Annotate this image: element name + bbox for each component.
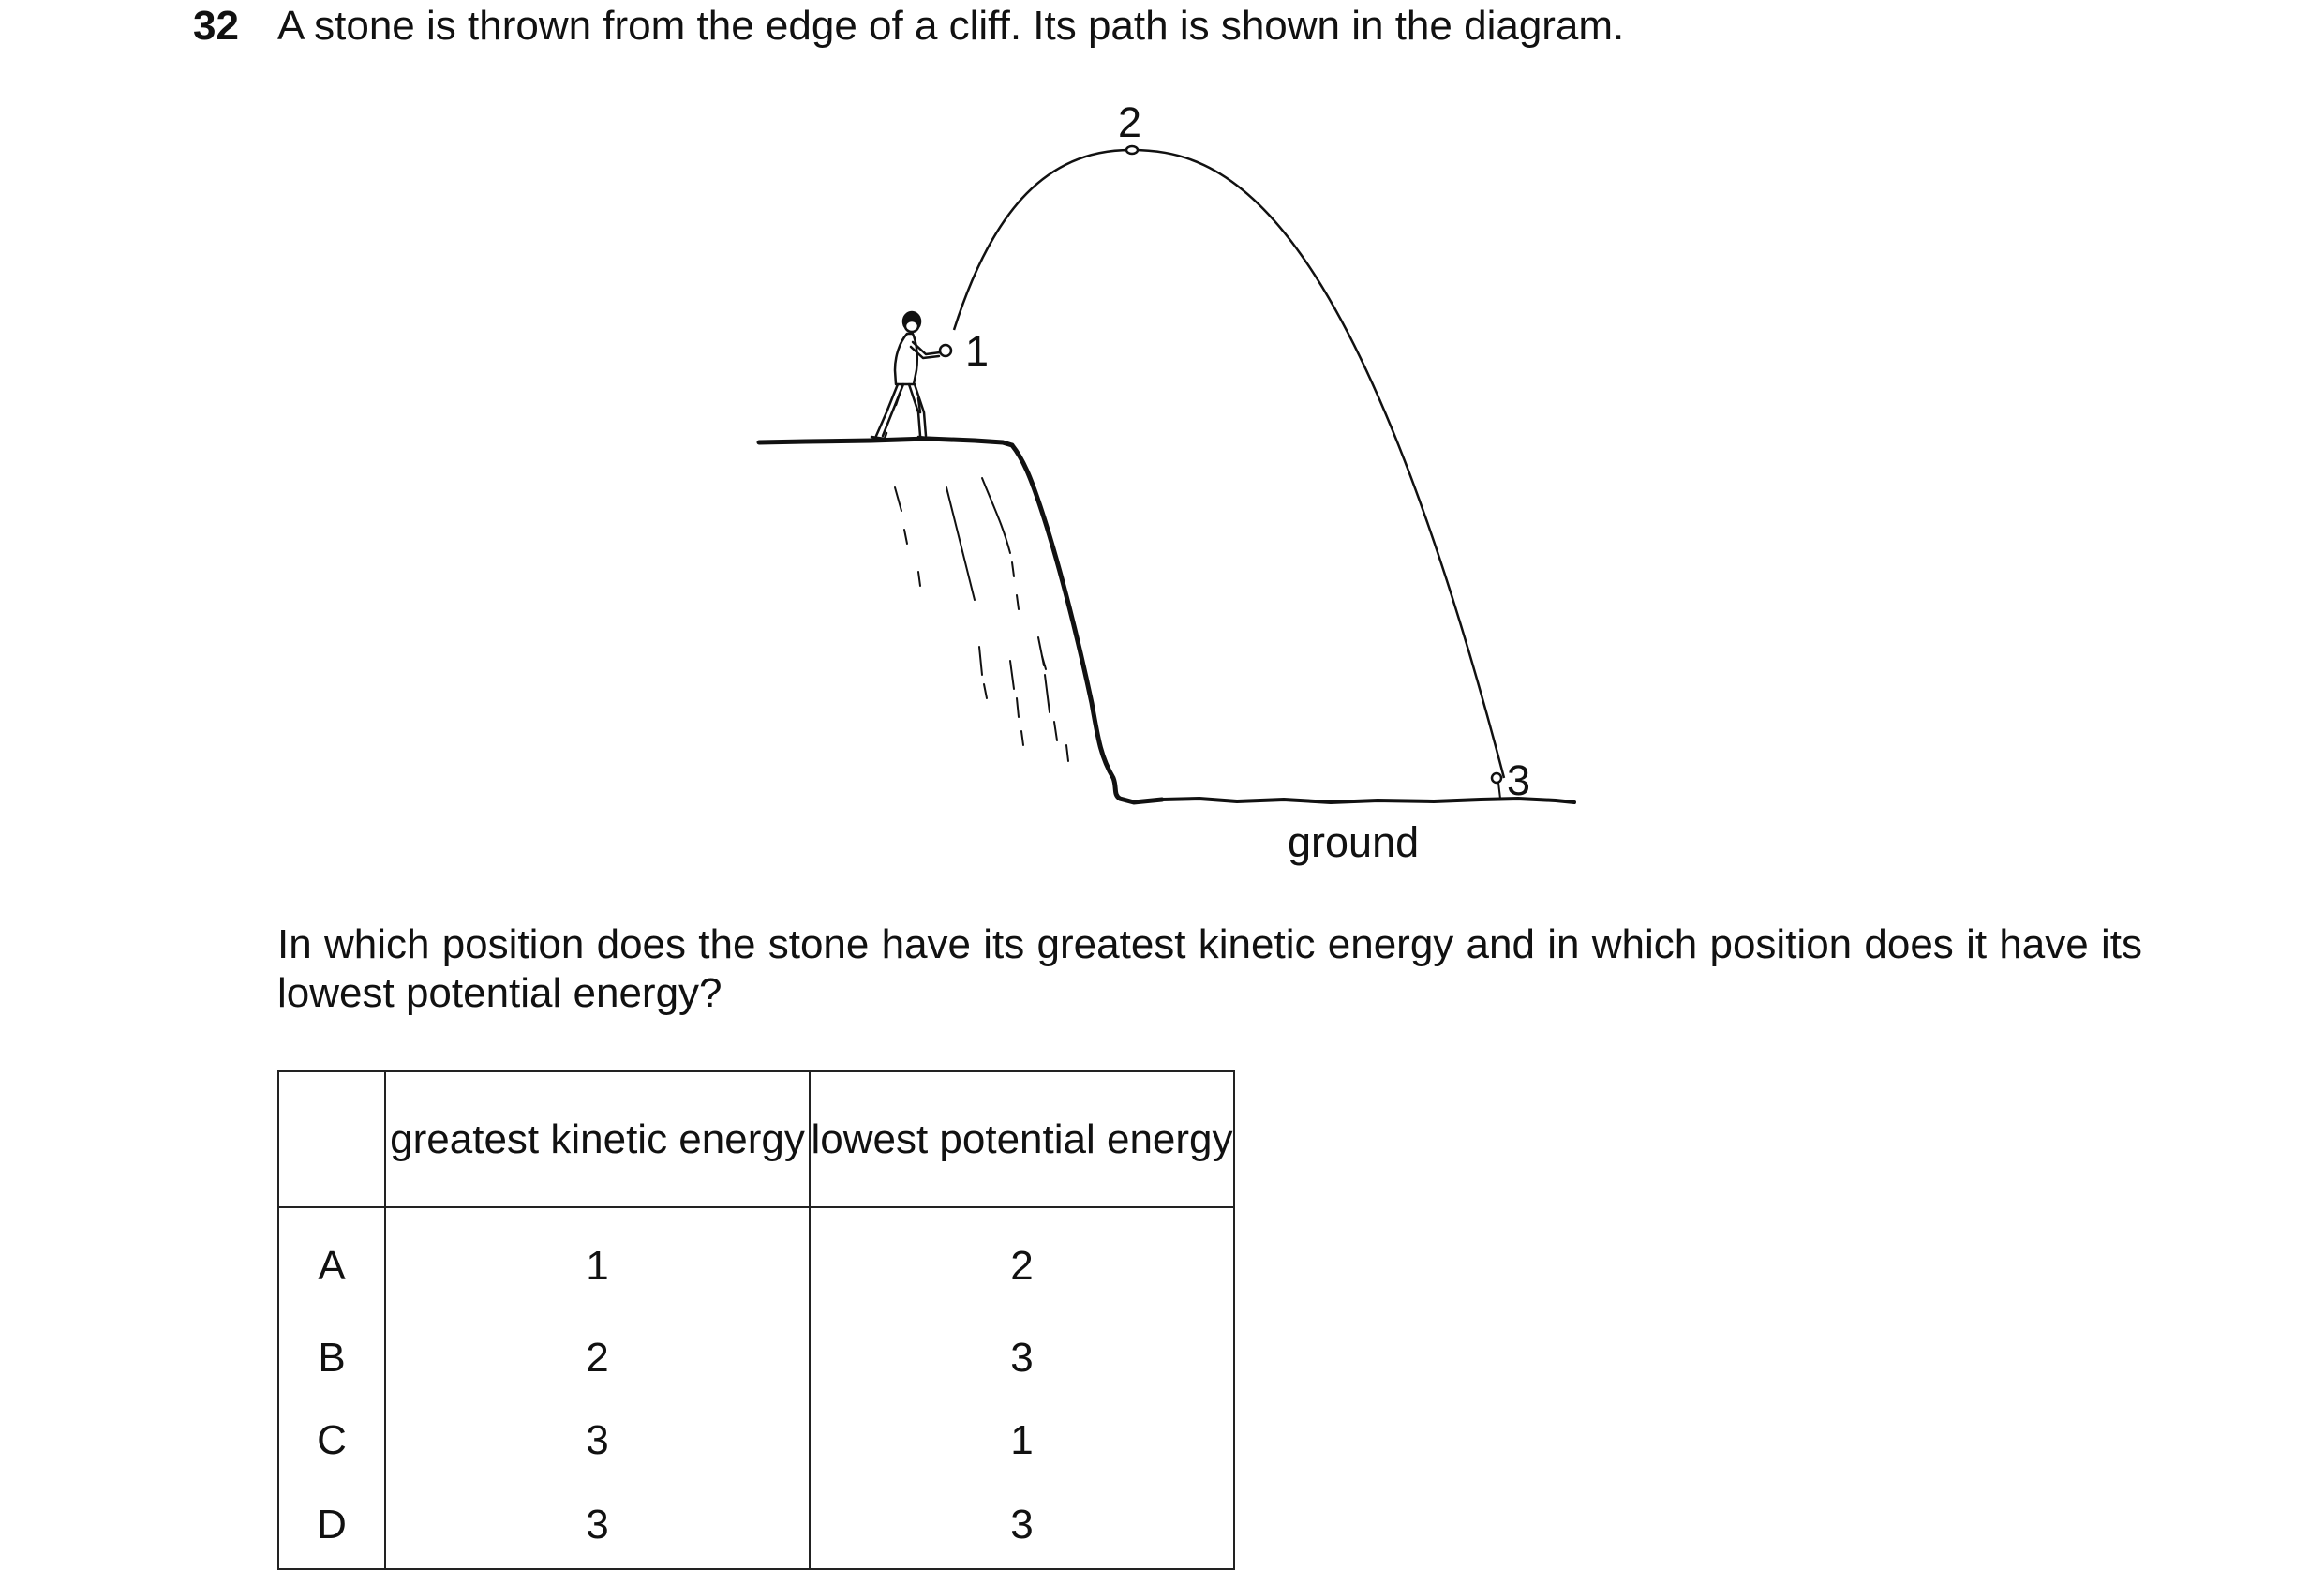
cliff-top (759, 439, 1012, 445)
table-row (278, 1317, 1234, 1399)
option-letter: D (278, 1482, 385, 1569)
option-letter: B (278, 1317, 385, 1399)
stone-position-3 (1492, 773, 1501, 783)
person-throwing (872, 312, 940, 439)
ground-label: ground (1288, 818, 1420, 866)
header-lowest-potential-energy: lowest potential energy (810, 1071, 1234, 1207)
table-row (278, 1399, 1234, 1482)
stone-position-2 (1126, 146, 1138, 154)
potential-value: 3 (810, 1482, 1234, 1569)
kinetic-value: 3 (385, 1482, 810, 1569)
kinetic-value: 2 (385, 1317, 810, 1399)
cliff-texture (895, 478, 1068, 761)
option-letter: C (278, 1399, 385, 1482)
cliff-face (1012, 445, 1162, 802)
potential-value: 1 (810, 1399, 1234, 1482)
header-option (278, 1071, 385, 1207)
table-header-row (278, 1071, 1234, 1207)
position-label-3: 3 (1507, 756, 1531, 804)
question-text: A stone is thrown from the edge of a cliff. Its path is shown in the diagram. (277, 3, 1625, 49)
option-letter: A (278, 1207, 385, 1317)
kinetic-value: 3 (385, 1399, 810, 1482)
potential-value: 2 (810, 1207, 1234, 1317)
table-row (278, 1482, 1234, 1569)
question-prompt: In which position does the stone have its greatest kinetic energy and in which position does it have its lowest potential energy? (277, 921, 2142, 1016)
header-greatest-kinetic-energy: greatest kinetic energy (385, 1071, 810, 1207)
potential-value: 3 (810, 1317, 1234, 1399)
kinetic-value: 1 (385, 1207, 810, 1317)
table-row (278, 1207, 1234, 1317)
stone-trajectory (954, 150, 1504, 778)
position-label-2: 2 (1118, 98, 1142, 146)
answer-options-table (277, 1070, 1235, 1570)
position-label-1: 1 (965, 327, 990, 375)
question-number: 32 (193, 3, 239, 49)
stone-position-1 (940, 345, 951, 356)
